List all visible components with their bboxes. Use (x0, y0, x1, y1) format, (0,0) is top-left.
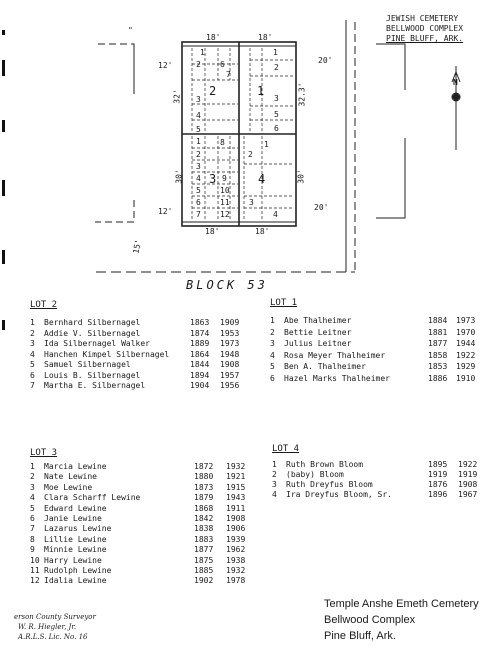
entry-died-year: 1929 (456, 362, 476, 371)
entry-born-year: 1858 (428, 350, 448, 360)
entry-died-year: 1957 (220, 370, 240, 380)
dim-right-upper: 20' (318, 56, 333, 65)
entry-born-year: 1863 (190, 318, 210, 327)
entry-name: Ira Dreyfus Bloom, Sr. (286, 490, 392, 499)
entry-died-year: 1921 (226, 472, 246, 482)
burial-entry (30, 381, 145, 391)
burial-entry (272, 470, 344, 480)
burial-entry (30, 493, 140, 503)
entry-born-year: 1877 (428, 339, 448, 348)
burial-entry (30, 524, 111, 534)
grave-label: 10 (220, 186, 230, 195)
grave-label: 4 (196, 111, 201, 120)
burial-entry (30, 504, 107, 514)
entry-name: Janie Lewine (44, 514, 102, 523)
entry-name: Ruth Brown Bloom (286, 460, 364, 469)
grave-label: 5 (274, 110, 279, 119)
grave-label: 2 (248, 150, 253, 159)
entry-name: Julius Leitner (284, 339, 352, 348)
entry-born-year: 1894 (190, 370, 210, 380)
burial-entry (270, 351, 385, 361)
burial-entry (30, 339, 150, 349)
grave-label: 4 (273, 210, 278, 219)
entry-name: Clara Scharff Lewine (44, 493, 141, 503)
burial-entry (270, 339, 351, 349)
lot-3-title: LOT 3 (30, 448, 58, 458)
entry-name: Nate Lewine (44, 472, 97, 482)
grave-label: 6 (220, 60, 225, 69)
header-line-3: PINE BLUFF, ARK. (386, 34, 464, 43)
entry-died-year: 1956 (220, 381, 240, 390)
grave-label: 4 (196, 174, 201, 183)
entry-died-year: 1973 (456, 316, 476, 325)
entry-name: Harry Lewine (44, 555, 102, 565)
dim-left-lower: 12' (158, 207, 173, 216)
entry-name: Samuel Silbernagel (44, 360, 131, 369)
dim-top-left: 18' (206, 33, 221, 42)
block-title: BLOCK 53 (186, 278, 268, 292)
burial-entry (270, 316, 351, 326)
entry-name: Bettie Leitner (284, 327, 352, 337)
entry-died-year: 1962 (226, 545, 246, 555)
entry-number: 10 (30, 555, 40, 565)
entry-name: Minnie Lewine (44, 545, 107, 555)
entry-name: Moe Lewine (44, 482, 93, 492)
entry-born-year: 1904 (190, 381, 210, 390)
entry-died-year: 1948 (220, 349, 240, 359)
entry-name: Edward Lewine (44, 503, 107, 513)
grave-label: 5 (196, 125, 201, 134)
caption-line-1: Temple Anshe Emeth Cemetery (324, 598, 479, 610)
entry-born-year: 1881 (428, 327, 448, 337)
dim-side-32-3: 32.3' (297, 82, 307, 107)
dim-right-lower: 20' (314, 203, 329, 212)
grave-label: 2 (196, 150, 201, 159)
entry-died-year: 1939 (226, 534, 246, 544)
dim-corner: " (128, 26, 133, 35)
lot-2-title: LOT 2 (30, 300, 58, 310)
grave-label: 1 (264, 140, 269, 149)
entry-name: Ruth Dreyfus Bloom (286, 480, 373, 489)
entry-number: 7 (30, 381, 35, 390)
entry-number: 4 (272, 490, 277, 499)
dim-bot-right: 18' (255, 227, 270, 236)
entry-name: Martha E. Silbernagel (44, 381, 146, 390)
lot-number-4: 4 (258, 172, 266, 186)
entry-number: 4 (270, 350, 275, 360)
burial-entry (30, 350, 169, 360)
entry-number: 6 (30, 370, 35, 380)
entry-born-year: 1853 (428, 362, 448, 371)
header-line-1: JEWISH CEMETERY (386, 14, 459, 23)
entry-number: 1 (30, 462, 35, 471)
entry-name: Hanchen Kimpel Silbernagel (44, 349, 170, 359)
entry-name: Bernhard Silbernagel (44, 318, 141, 327)
lot-number-2: 2 (209, 84, 217, 98)
dim-bot-left: 18' (205, 227, 220, 236)
entry-born-year: 1844 (190, 360, 210, 369)
entry-name: Hazel Marks Thalheimer (284, 373, 390, 383)
entry-number: 4 (30, 493, 35, 503)
grave-label: 11 (220, 198, 230, 207)
burial-entry (30, 318, 140, 328)
grave-label: 6 (274, 124, 279, 133)
entry-name: Lazarus Lewine (44, 524, 112, 534)
caption (324, 596, 479, 644)
burial-entry (30, 483, 92, 493)
burial-entry (272, 460, 363, 470)
lot-number-3: 3 (209, 172, 217, 186)
header-line-2: BELLWOOD COMPLEX (386, 24, 464, 33)
entry-number: 5 (270, 362, 275, 371)
entry-born-year: 1883 (194, 534, 214, 544)
burial-entry (30, 566, 111, 576)
entry-born-year: 1875 (194, 555, 214, 565)
dim-side-32: 32' (172, 89, 182, 104)
entry-number: 2 (30, 472, 35, 482)
entry-number: 9 (30, 545, 35, 555)
burial-entry (270, 374, 390, 384)
entry-number: 3 (30, 482, 35, 492)
entry-died-year: 1967 (458, 490, 478, 499)
entry-born-year: 1873 (194, 482, 214, 492)
grave-label: 1 (200, 48, 205, 57)
burial-entry (30, 329, 140, 339)
burial-entry (270, 362, 366, 372)
entry-died-year: 1944 (456, 339, 476, 348)
entry-number: 8 (30, 534, 35, 544)
entry-born-year: 1877 (194, 545, 214, 555)
entry-born-year: 1842 (194, 514, 214, 523)
entry-died-year: 1932 (226, 566, 246, 575)
entry-number: 12 (30, 576, 40, 586)
grave-label: 6 (196, 198, 201, 207)
entry-born-year: 1889 (190, 339, 210, 348)
entry-died-year: 1915 (226, 482, 246, 492)
entry-died-year: 1906 (226, 524, 246, 534)
entry-name: Rosa Meyer Thalheimer (284, 350, 386, 360)
entry-died-year: 1908 (458, 480, 478, 489)
entry-name: Ida Silbernagel Walker (44, 339, 150, 348)
entry-number: 2 (272, 470, 277, 479)
surveyor-line-3: A.R.L.S. Lic. No. 16 (18, 633, 88, 641)
burial-entry (30, 545, 107, 555)
grave-label: 1 (273, 48, 278, 57)
entry-died-year: 1938 (226, 555, 246, 565)
entry-name: Addie V. Silbernagel (44, 328, 141, 338)
caption-line-2: Bellwood Complex (324, 614, 416, 626)
grave-label: 2 (274, 63, 279, 72)
entry-died-year: 1908 (226, 514, 246, 523)
plat-labels (0, 0, 500, 300)
lot-1-title: LOT 1 (270, 298, 298, 308)
dim-left-upper: 12' (158, 61, 173, 70)
grave-label: 8 (220, 138, 225, 147)
burial-entry (30, 462, 107, 472)
burial-entry (30, 472, 97, 482)
burial-entry (272, 480, 373, 490)
entry-born-year: 1872 (194, 462, 214, 471)
grave-label: 3 (249, 198, 254, 207)
lot-2-section (30, 300, 270, 400)
entry-number: 4 (30, 349, 35, 359)
entry-born-year: 1879 (194, 493, 214, 503)
grave-label: 5 (196, 186, 201, 195)
entry-died-year: 1943 (226, 493, 246, 503)
grave-label: 12 (220, 210, 230, 219)
entry-born-year: 1868 (194, 503, 214, 513)
surveyor-line-2: W. R. Hiegler, Jr. (18, 623, 77, 631)
entry-number: 1 (30, 318, 35, 327)
dim-side-30-right: 30' (296, 169, 306, 184)
entry-born-year: 1919 (428, 470, 448, 479)
surveyor-signature (14, 612, 96, 642)
burial-entry (270, 328, 351, 338)
entry-number: 2 (30, 328, 35, 338)
lot-1-section (270, 298, 490, 388)
grave-label: 3 (274, 94, 279, 103)
entry-born-year: 1864 (190, 349, 210, 359)
entry-name: Ben A. Thalheimer (284, 362, 366, 371)
entry-number: 1 (270, 316, 275, 325)
entry-number: 2 (270, 327, 275, 337)
entry-died-year: 1910 (456, 373, 476, 383)
entry-born-year: 1902 (194, 576, 214, 586)
entry-number: 5 (30, 360, 35, 369)
entry-died-year: 1908 (220, 360, 240, 369)
entry-died-year: 1970 (456, 327, 476, 337)
entry-name: Lillie Lewine (44, 534, 107, 544)
burial-entry (30, 371, 140, 381)
grave-label: 9 (222, 174, 227, 183)
grave-label: 2 (196, 60, 201, 69)
entry-number: 7 (30, 524, 35, 534)
burial-entry (272, 490, 392, 500)
entry-born-year: 1885 (194, 566, 214, 575)
grave-label: 7 (196, 210, 201, 219)
burial-entry (30, 360, 131, 370)
entry-born-year: 1895 (428, 460, 448, 469)
entry-name: Marcia Lewine (44, 462, 107, 471)
burial-entry (30, 514, 102, 524)
entry-name: Idalia Lewine (44, 576, 107, 586)
entry-died-year: 1911 (226, 503, 246, 513)
burial-entry (30, 535, 107, 545)
entry-died-year: 1919 (458, 470, 478, 479)
lot-3-section (30, 448, 270, 588)
surveyor-line-1: erson County Surveyor (14, 613, 96, 621)
entry-name: (baby) Bloom (286, 470, 344, 479)
entry-number: 3 (270, 339, 275, 348)
entry-died-year: 1953 (220, 328, 240, 338)
lot-number-1: 1 (257, 84, 265, 98)
entry-born-year: 1886 (428, 373, 448, 383)
entry-born-year: 1838 (194, 524, 214, 534)
entry-died-year: 1922 (456, 350, 476, 360)
lot-4-section (272, 444, 492, 514)
entry-name: Rudolph Lewine (44, 566, 112, 575)
caption-line-3: Pine Bluff, Ark. (324, 630, 396, 642)
entry-died-year: 1909 (220, 318, 240, 327)
burial-entry (30, 556, 102, 566)
dim-side-30-left: 30' (174, 169, 184, 184)
entry-born-year: 1874 (190, 328, 210, 338)
entry-number: 11 (30, 566, 40, 575)
dim-top-right: 18' (258, 33, 273, 42)
entry-number: 1 (272, 460, 277, 469)
entry-born-year: 1896 (428, 490, 448, 499)
entry-number: 6 (270, 373, 275, 383)
compass-n: N (453, 78, 458, 87)
grave-label: 7 (226, 70, 231, 79)
burial-entry (30, 576, 107, 586)
entry-name: Louis B. Silbernagel (44, 370, 141, 380)
entry-died-year: 1978 (226, 576, 246, 586)
entry-name: Abe Thalheimer (284, 316, 352, 325)
entry-number: 5 (30, 503, 35, 513)
entry-born-year: 1876 (428, 480, 448, 489)
entry-died-year: 1973 (220, 339, 240, 348)
entry-number: 6 (30, 514, 35, 523)
entry-born-year: 1884 (428, 316, 448, 325)
grave-label: 3 (196, 162, 201, 171)
lot-4-title: LOT 4 (272, 444, 300, 454)
grave-label: 1 (196, 137, 201, 146)
entry-died-year: 1922 (458, 460, 478, 469)
entry-number: 3 (30, 339, 35, 348)
grave-label: 3 (196, 95, 201, 104)
entry-born-year: 1880 (194, 472, 214, 482)
entry-number: 3 (272, 480, 277, 489)
dim-street: 15' (131, 238, 143, 255)
entry-died-year: 1932 (226, 462, 246, 471)
